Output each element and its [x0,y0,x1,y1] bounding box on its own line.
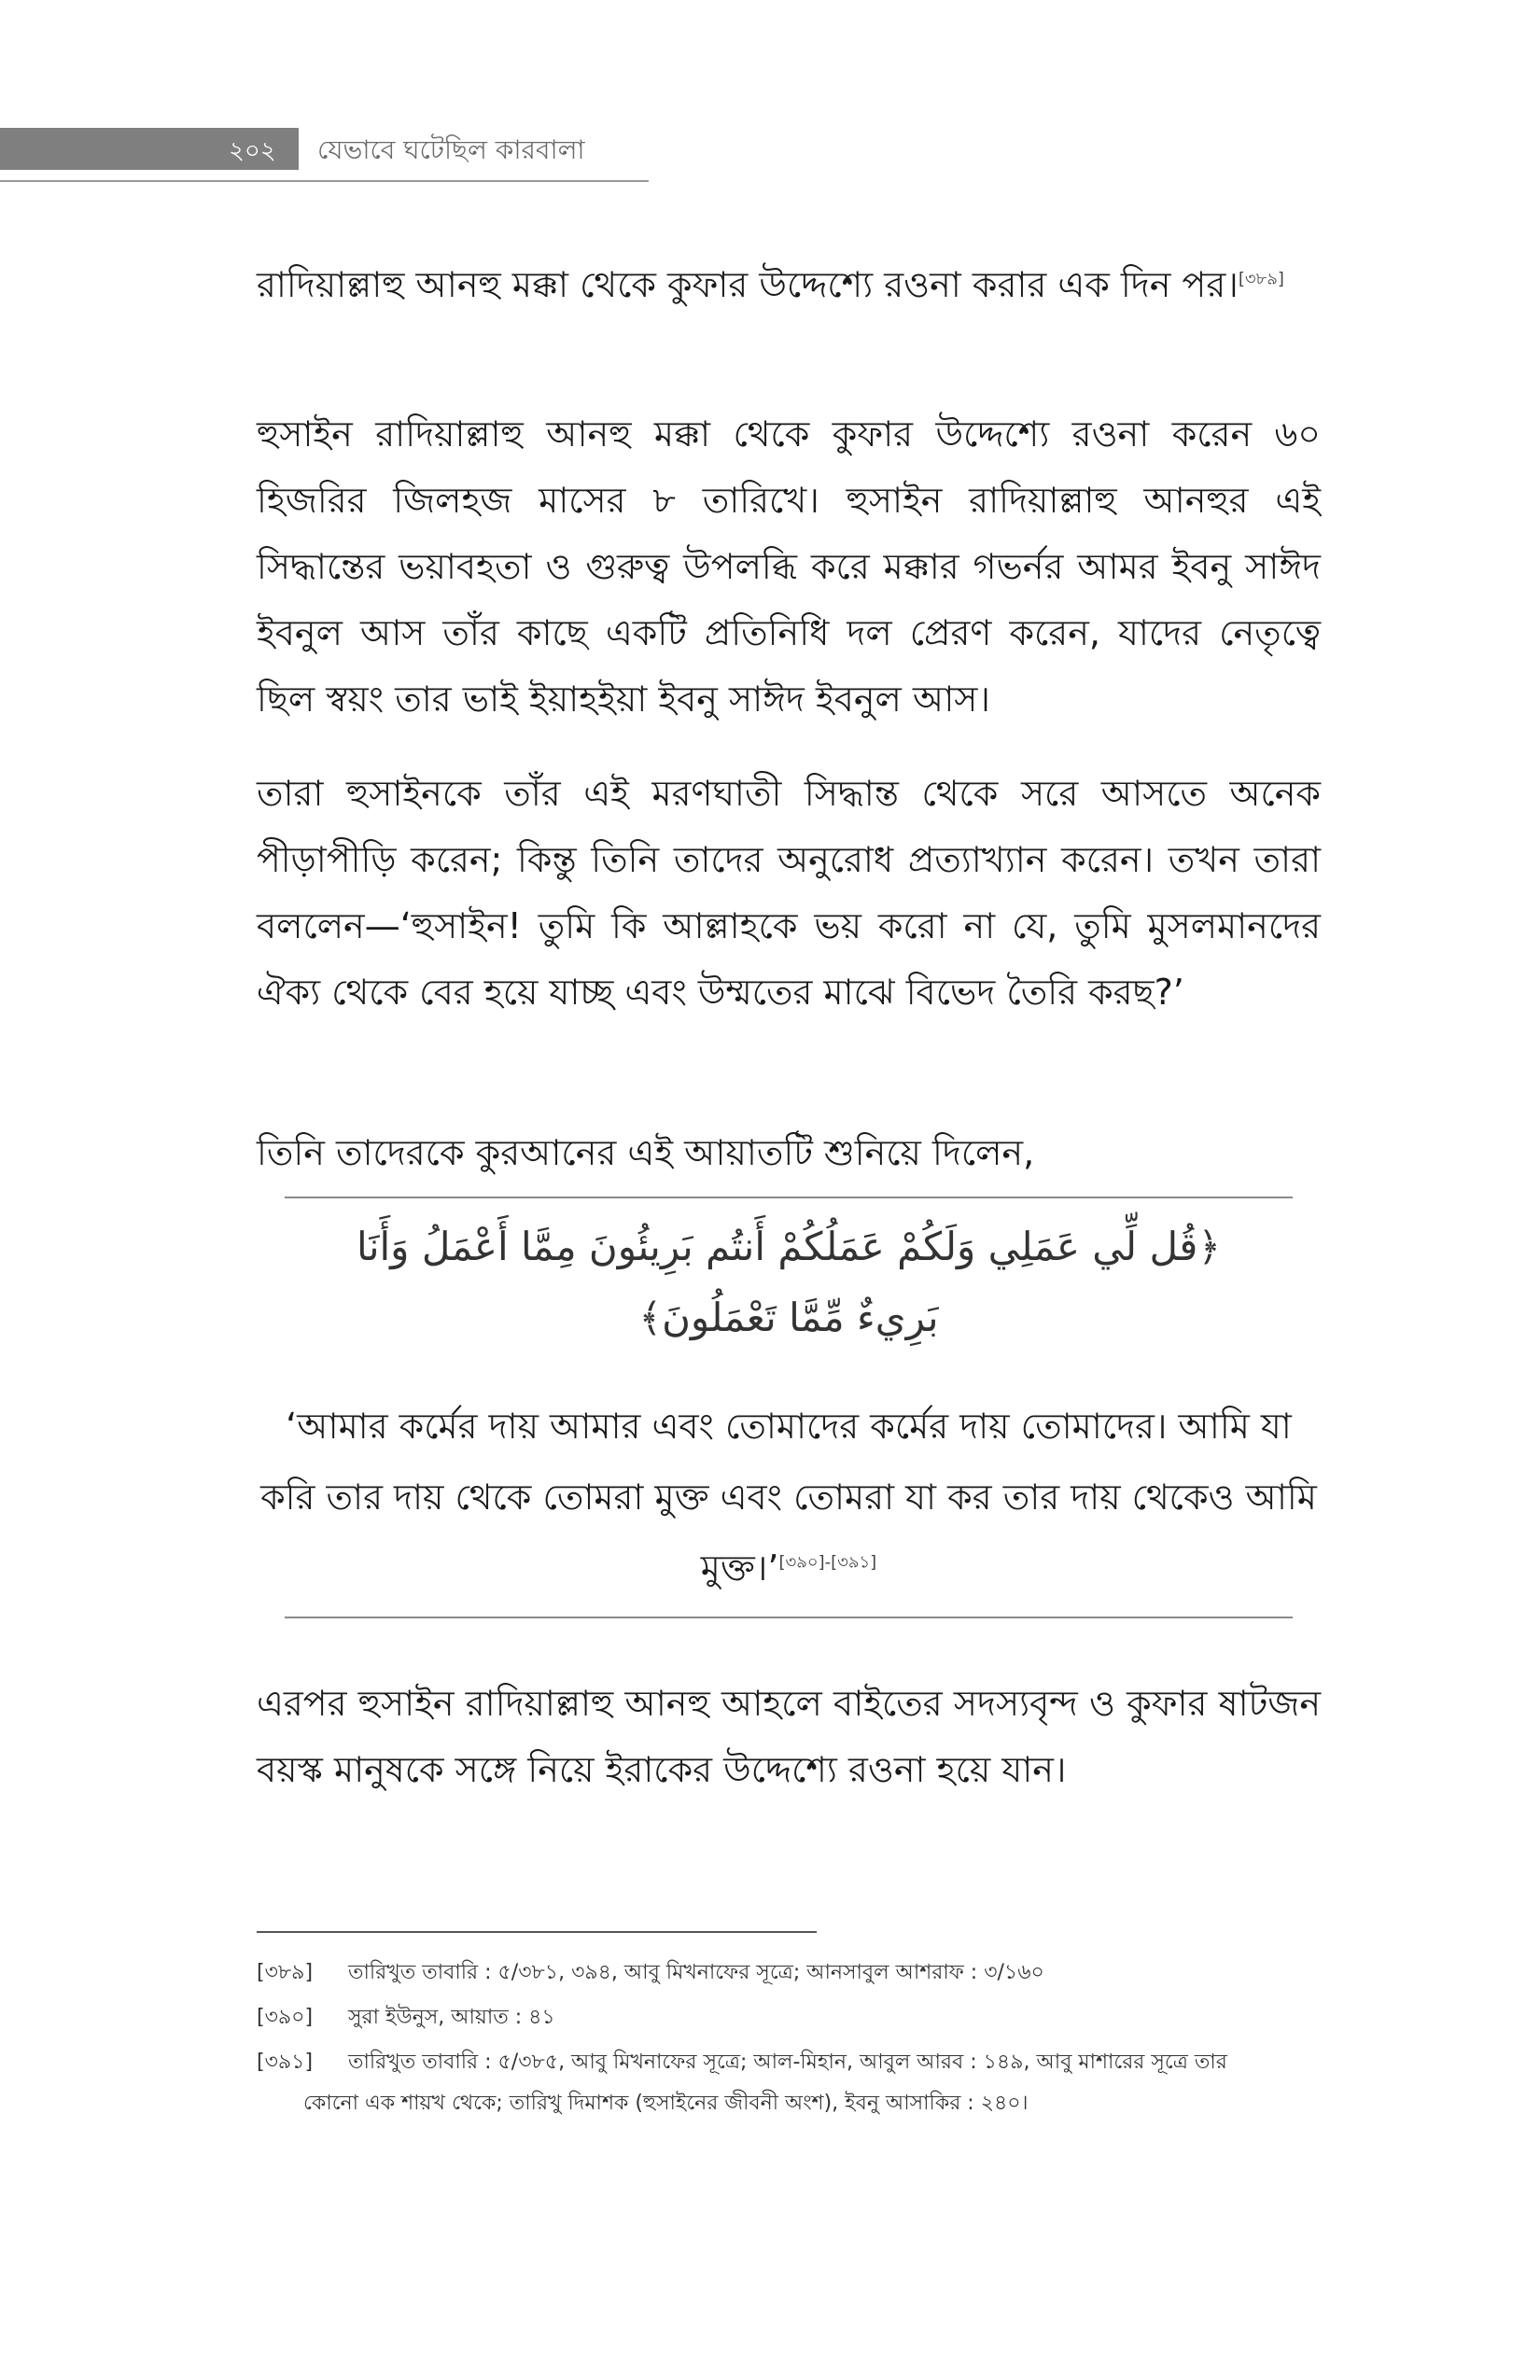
footnote-ref-390-391[interactable]: [৩৯০]-[৩৯১] [778,1552,877,1573]
quran-verse-line-2: بَرِيءٌ مِّمَّا تَعْمَلُونَ﴾ [638,1295,939,1340]
footnote-391-continuation: কোনো এক শায়খ থেকে; তারিখু দিমাশক (হুসাইনের জীবনী অংশ), ইবনু আসাকির : ২৪০। [303,2092,1029,2115]
paragraph-1-text: রাদিয়াল্লাহু আনহু মক্কা থেকে কুফার উদ্দেশ্যে রওনা করার এক দিন পর। [257,264,1239,305]
paragraph-1 [257,252,1321,318]
header-rule [0,180,649,182]
quote-bottom-rule [285,1617,1293,1618]
footnote-390 [257,1997,1325,2038]
quote-top-rule [285,1197,1293,1198]
paragraph-2: হুসাইন রাদিয়াল্লাহু আনহু মক্কা থেকে কুফার উদ্দেশ্যে রওনা করেন ৬০ হিজরির জিলহজ মাসের ৮ তারিখে। হুসাইন রাদিয়াল্লাহু আনহুর এই সিদ্ধান্তের ভয়াবহতা ও গুরুত্ব উপলব্ধি করে মক্কার গভর্নর আমর ইবনু সাঈদ ইবনুল আস তাঁর কাছে একটি প্রতিনিধি দল প্রেরণ করেন, যাদের নেতৃত্বে ছিল স্বয়ং তার ভাই ইয়াহইয়া ইবনু সাঈদ ইবনুল আস। [257,413,1321,720]
footnote-label: [৩৯১] [257,2051,314,2074]
footnote-389 [257,1953,1325,1994]
quran-verse-line-1: ﴿قُل لِّي عَمَلِي وَلَكُمْ عَمَلُكُمْ أَنتُم بَرِيئُونَ مِمَّا أَعْمَلُ وَأَنَا [357,1224,1221,1269]
footnote-text: সুরা ইউনুস, আয়াত : ৪১ [348,2006,555,2029]
paragraph-4: তিনি তাদেরকে কুরআনের এই আয়াতটি শুনিয়ে দিলেন, [257,1132,1035,1173]
paragraph-5: এরপর হুসাইন রাদিয়াল্লাহু আনহু আহলে বাইতের সদস্যবৃন্দ ও কুফার ষাটজন বয়স্ক মানুষকে সঙ্গে নিয়ে ইরাকের উদ্দেশ্যে রওনা হয়ে যান। [257,1683,1321,1790]
footnote-label: [৩৯০] [257,2006,314,2029]
running-head-title: যেভাবে ঘটেছিল কারবালা [317,134,585,165]
footnote-text: তারিখুত তাবারি : ৫/৩৮৫, আবু মিখনাফের সূত্রে; আল-মিহান, আবুল আরব : ১৪৯, আবু মাশারের সূত্রে তার [348,2051,1227,2074]
footnote-label: [৩৮৯] [257,1961,314,1984]
footnote-ref-389[interactable]: [৩৮৯] [1238,269,1284,289]
quran-translation [257,1391,1321,1603]
footnote-separator [257,1931,817,1933]
footnote-391 [257,2042,1325,2083]
paragraph-3: তারা হুসাইনকে তাঁর এই মরণঘাতী সিদ্ধান্ত থেকে সরে আসতে অনেক পীড়াপীড়ি করেন; কিন্তু তিনি তাদের অনুরোধ প্রত্যাখ্যান করেন। তখন তারা বললেন—‘হুসাইন! তুমি কি আল্লাহকে ভয় করো না যে, তুমি মুসলমানদের ঐক্য থেকে বের হয়ে যাচ্ছ এবং উম্মতের মাঝে বিভেদ তৈরি করছ?’ [257,773,1321,1013]
page-number: ২০২ [229,137,276,165]
footnote-text: তারিখুত তাবারি : ৫/৩৮১, ৩৯৪, আবু মিখনাফের সূত্রে; আনসাবুল আশরাফ : ৩/১৬০ [348,1961,1044,1984]
quran-translation-text: ‘আমার কর্মের দায় আমার এবং তোমাদের কর্মের দায় তোমাদের। আমি যা করি তার দায় থেকে তোমরা মুক্ত এবং তোমরা যা কর তার দায় থেকেও আমি মুক্ত।’ [260,1406,1317,1589]
